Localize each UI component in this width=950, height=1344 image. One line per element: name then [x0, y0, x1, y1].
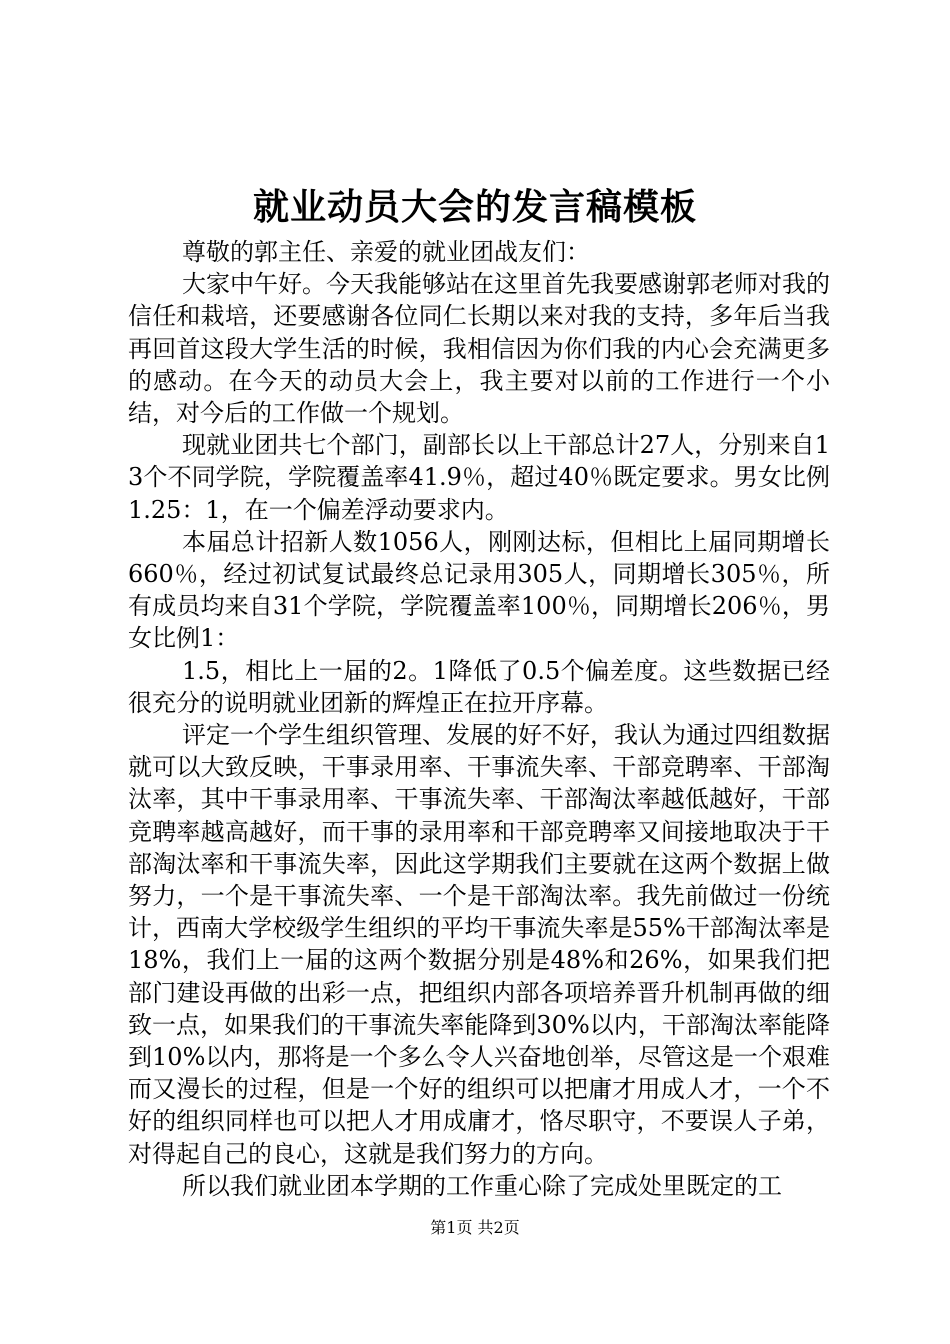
- paragraph-work-focus: 所以我们就业团本学期的工作重心除了完成处里既定的工: [182, 1171, 782, 1200]
- paragraph-evaluation: 评定一个学生组织管理、发展的好不好，我认为通过四组数据就可以大致反映，干事录用率、干事流失率、干部竞聘率、干部淘汰率，其中干事录用率、干事流失率、干部淘汰率越低越好，干部竞聘率越高越好，而干事的录用率和干部竞聘率又间接地取决于干部淘汰率和干事流失率，因此这学期我们主要就在这两个数据上做努力，一个是干事流失率、一个是干部淘汰率。我先前做过一份统计，西南大学校级学生组织的平均干事流失率是55%干部淘汰率是18%，我们上一届的这两个数据分别是48%和26%，如果我们把部门建设再做的出彩一点，把组织内部各项培养晋升机制再做的细致一点，如果我们的干事流失率能降到30%以内，干部淘汰率能降到10%以内，那将是一个多么令人兴奋地创举，尽管这是一个艰难而又漫长的过程，但是一个好的组织可以把庸才用成人才，一个不好的组织同样也可以把人才用成庸才，恪尽职守，不要误人子弟，对得起自己的良心，这就是我们努力的方向。: [128, 721, 830, 1168]
- paragraph-recruitment-stats: 本届总计招新人数1056人，刚刚达标，但相比上届同期增长660％，经过初试复试最终总记录用305人，同期增长305％，所有成员均来自31个学院，学院覆盖率100％，同期增长206％，男女比例1：: [128, 527, 830, 653]
- paragraph-greeting: 大家中午好。今天我能够站在这里首先我要感谢郭老师对我的信任和栽培，还要感谢各位同仁长期以来对我的支持，多年后当我再回首这段大学生活的时候，我相信因为你们我的内心会充满更多的感动。在今天的动员大会上，我主要对以前的工作进行一个小结，对今后的工作做一个规划。: [128, 270, 830, 428]
- page-footer: 第1页 共2页: [430, 1218, 520, 1237]
- document-title: 就业动员大会的发言稿模板: [252, 186, 697, 228]
- document-body: [128, 236, 830, 1202]
- paragraph-ratio-continued: 1.5，相比上一届的2。1降低了0.5个偏差度。这些数据已经很充分的说明就业团新的辉煌正在拉开序幕。: [128, 656, 830, 717]
- paragraph-team-stats: 现就业团共七个部门，副部长以上干部总计27人，分别来自13个不同学院，学院覆盖率41.9％，超过40％既定要求。男女比例1.25：1，在一个偏差浮动要求内。: [128, 431, 830, 524]
- paragraph-salutation: 尊敬的郭主任、亲爱的就业团战友们：: [182, 238, 590, 266]
